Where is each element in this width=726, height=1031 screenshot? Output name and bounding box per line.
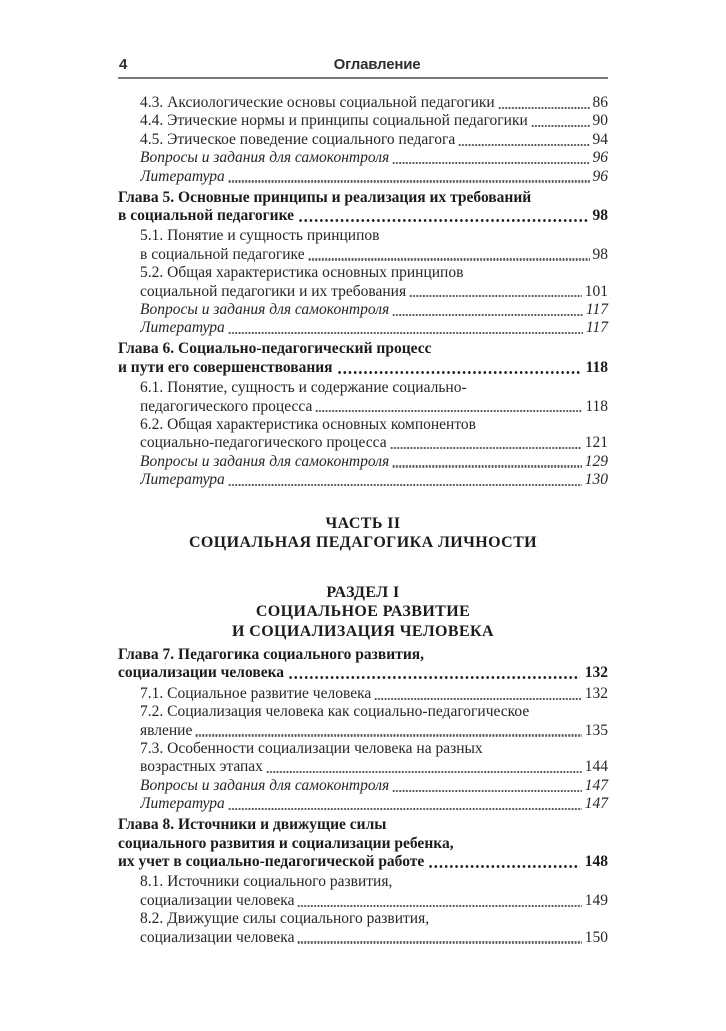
toc-entry-text: Глава 5. Основные принципы и реализация их требований — [118, 188, 532, 206]
toc-entry-text: 7.1. Социальное развитие человека — [140, 684, 372, 702]
toc-entry-text: возрастных этапах — [140, 758, 263, 776]
toc-entry-text: 7.3. Особенности социализации человека на разных — [140, 740, 483, 758]
toc-entry — [118, 319, 608, 337]
toc-page-ref: 96 — [592, 167, 608, 185]
toc-entry-text: 4.5. Этическое поведение социального педагога — [140, 130, 456, 148]
toc-entry-text: социализации человека — [140, 891, 295, 909]
toc-entry — [118, 112, 608, 130]
toc-entry-text: Глава 8. Источники и движущие силы — [118, 816, 387, 834]
toc-entry-line — [118, 283, 608, 301]
toc-entry-text: социализации человека — [118, 664, 285, 682]
dot-leader — [428, 865, 579, 868]
toc-entry — [118, 149, 608, 167]
heading-line: РАЗДЕЛ I — [326, 583, 400, 601]
toc-entry-line — [118, 740, 608, 758]
toc-entry-line — [118, 94, 608, 112]
running-title: Оглавление — [333, 56, 421, 73]
toc-entry-text: 5.2. Общая характеристика основных принципов — [140, 264, 464, 282]
toc-page-ref: 118 — [585, 358, 608, 376]
toc-entry-line — [118, 703, 608, 721]
toc-page-ref: 98 — [592, 206, 608, 224]
toc-entry-text: в социальной педагогике — [118, 206, 294, 224]
toc-page-ref: 148 — [584, 853, 608, 870]
toc-entry — [118, 168, 608, 186]
toc-page-ref: 86 — [592, 94, 608, 111]
toc-entry-line — [118, 149, 608, 167]
dot-leader — [228, 332, 583, 334]
toc-entry-text: 4.4. Этические нормы и принципы социальной педагогики — [140, 112, 528, 130]
toc-entry-text: и пути его совершенствования — [118, 358, 333, 376]
toc-entry — [118, 703, 608, 740]
page-number-label: 4 — [119, 56, 128, 73]
toc-content — [118, 94, 608, 947]
toc-entry-text: Вопросы и задания для самоконтроля — [140, 452, 390, 470]
toc-entry-text: Глава 6. Социально-педагогический процесс — [118, 340, 432, 358]
toc-entry — [118, 340, 608, 377]
toc-entry-line — [118, 416, 608, 434]
toc-entry-text: 6.2. Общая характеристика основных компонентов — [140, 415, 476, 433]
toc-entry-line — [118, 795, 608, 813]
heading-line: И СОЦИАЛИЗАЦИЯ ЧЕЛОВЕКА — [232, 622, 494, 640]
dot-leader — [392, 465, 582, 467]
toc-entry-line — [118, 434, 608, 452]
dot-leader — [315, 410, 582, 412]
toc-entry-text: 8.1. Источники социального развития, — [140, 873, 393, 891]
toc-entry-text: их учет в социально-педагогической работе — [118, 853, 425, 870]
dot-leader — [498, 107, 590, 109]
toc-entry-text: 5.1. Понятие и сущность принципов — [140, 227, 380, 245]
toc-entry — [118, 416, 608, 453]
toc-page-ref: 144 — [584, 758, 608, 776]
toc-entry-line — [118, 873, 608, 891]
heading-line: СОЦИАЛЬНОЕ РАЗВИТИЕ — [255, 603, 471, 621]
dot-leader — [228, 180, 590, 182]
dot-leader — [337, 371, 581, 374]
toc-entry-line — [118, 207, 608, 225]
toc-page-ref: 129 — [584, 452, 608, 470]
toc-entry — [118, 910, 608, 947]
toc-entry-line — [118, 319, 608, 337]
toc-entry — [118, 777, 608, 795]
toc-page-ref: 150 — [584, 928, 608, 946]
dot-leader — [392, 314, 583, 316]
dot-leader — [308, 258, 590, 260]
toc-page-ref: 98 — [592, 245, 608, 263]
dot-leader — [390, 447, 582, 449]
toc-entry-line — [118, 853, 608, 871]
toc-entry-text: социально-педагогического процесса — [140, 434, 387, 452]
toc-entry — [118, 685, 608, 703]
dot-leader — [392, 162, 589, 164]
toc-entry-line — [118, 227, 608, 245]
heading-line: СОЦИАЛЬНАЯ ПЕДАГОГИКА ЛИЧНОСТИ — [188, 534, 538, 552]
toc-entry-line — [118, 777, 608, 795]
toc-entry-line — [118, 929, 608, 947]
toc-entry-line — [118, 892, 608, 910]
toc-entry-line — [118, 722, 608, 740]
dot-leader — [531, 125, 590, 127]
toc-entry-text: Литература — [140, 471, 225, 489]
toc-entry — [118, 264, 608, 301]
toc-entry-line — [118, 835, 608, 853]
toc-page-ref: 94 — [592, 130, 608, 148]
dot-leader — [288, 676, 580, 679]
toc-entry — [118, 379, 608, 416]
dot-leader — [228, 808, 582, 810]
heading-line: ЧАСТЬ II — [325, 514, 401, 532]
toc-page-ref: 135 — [584, 721, 608, 739]
toc-entry-line — [118, 168, 608, 186]
dot-leader — [266, 771, 582, 773]
toc-page-ref: 149 — [584, 891, 608, 909]
dot-leader — [458, 144, 589, 146]
toc-entry — [118, 131, 608, 149]
toc-entry — [118, 471, 608, 489]
toc-entry — [118, 816, 608, 871]
toc-entry-text: социализации человека — [140, 928, 295, 946]
toc-entry-line — [118, 340, 608, 358]
toc-page-ref: 90 — [592, 112, 608, 130]
toc-entry-line — [118, 816, 608, 834]
toc-entry-text: Литература — [140, 167, 225, 185]
toc-entry-text: социального развития и социализации ребенка, — [118, 834, 454, 852]
toc-entry-line — [118, 189, 608, 207]
toc-entry-line — [118, 264, 608, 282]
toc-entry — [118, 227, 608, 264]
toc-entry-line — [118, 131, 608, 149]
toc-entry-text: Глава 7. Педагогика социального развития, — [118, 646, 425, 664]
toc-entry-text: 7.2. Социализация человека как социально-педагогическое — [140, 703, 530, 721]
toc-page-ref: 117 — [585, 300, 608, 318]
toc-page-ref: 132 — [584, 664, 608, 682]
toc-entry-text: 6.1. Понятие, сущность и содержание социально- — [140, 379, 467, 397]
toc-entry-text: 8.2. Движущие силы социального развития, — [140, 910, 430, 928]
toc-page-ref: 130 — [584, 471, 608, 489]
dot-leader — [297, 905, 581, 907]
toc-entry-line — [118, 112, 608, 130]
dot-leader — [392, 790, 582, 792]
dot-leader — [409, 295, 582, 297]
toc-entry — [118, 795, 608, 813]
toc-page-ref: 118 — [585, 397, 608, 415]
toc-entry-line — [118, 758, 608, 776]
toc-entry-text: явление — [140, 721, 193, 739]
toc-entry-line — [118, 359, 608, 377]
toc-page-ref: 147 — [584, 795, 608, 813]
toc-entry-line — [118, 246, 608, 264]
toc-entry-line — [118, 910, 608, 928]
toc-entry-text: социальной педагогики и их требования — [140, 282, 407, 300]
toc-entry — [118, 740, 608, 777]
toc-entry-text: Вопросы и задания для самоконтроля — [140, 300, 390, 318]
running-header — [118, 56, 608, 79]
toc-entry — [118, 94, 608, 112]
toc-entry-text: 4.3. Аксиологические основы социальной педагогики — [140, 94, 495, 111]
toc-entry — [118, 646, 608, 683]
toc-entry — [118, 189, 608, 226]
toc-entry-line — [118, 379, 608, 397]
toc-part-heading — [118, 514, 608, 553]
toc-entry-text: в социальной педагогике — [140, 245, 305, 263]
toc-entry-line — [118, 664, 608, 682]
toc-entry-text: педагогического процесса — [140, 397, 313, 415]
toc-entry — [118, 301, 608, 319]
toc-entry-line — [118, 301, 608, 319]
toc-entry-text: Вопросы и задания для самоконтроля — [140, 776, 390, 794]
toc-entry-line — [118, 685, 608, 703]
toc-entry-text: Литература — [140, 319, 225, 337]
toc-entry-text: Вопросы и задания для самоконтроля — [140, 149, 390, 167]
toc-entry-text: Литература — [140, 795, 225, 813]
dot-leader — [374, 698, 582, 700]
dot-leader — [298, 219, 588, 222]
toc-entry-line — [118, 398, 608, 416]
dot-leader — [297, 941, 581, 943]
toc-page-ref: 96 — [592, 149, 608, 167]
toc-page-ref: 101 — [584, 282, 608, 300]
dot-leader — [195, 734, 581, 736]
toc-entry — [118, 873, 608, 910]
toc-page-ref: 121 — [584, 434, 608, 452]
toc-page-ref: 147 — [584, 776, 608, 794]
toc-entry — [118, 453, 608, 471]
dot-leader — [228, 484, 582, 486]
toc-section-heading — [118, 583, 608, 642]
toc-entry-line — [118, 646, 608, 664]
toc-page-ref: 117 — [585, 319, 608, 337]
toc-entry-line — [118, 453, 608, 471]
toc-page-ref: 132 — [584, 684, 608, 702]
toc-entry-line — [118, 471, 608, 489]
